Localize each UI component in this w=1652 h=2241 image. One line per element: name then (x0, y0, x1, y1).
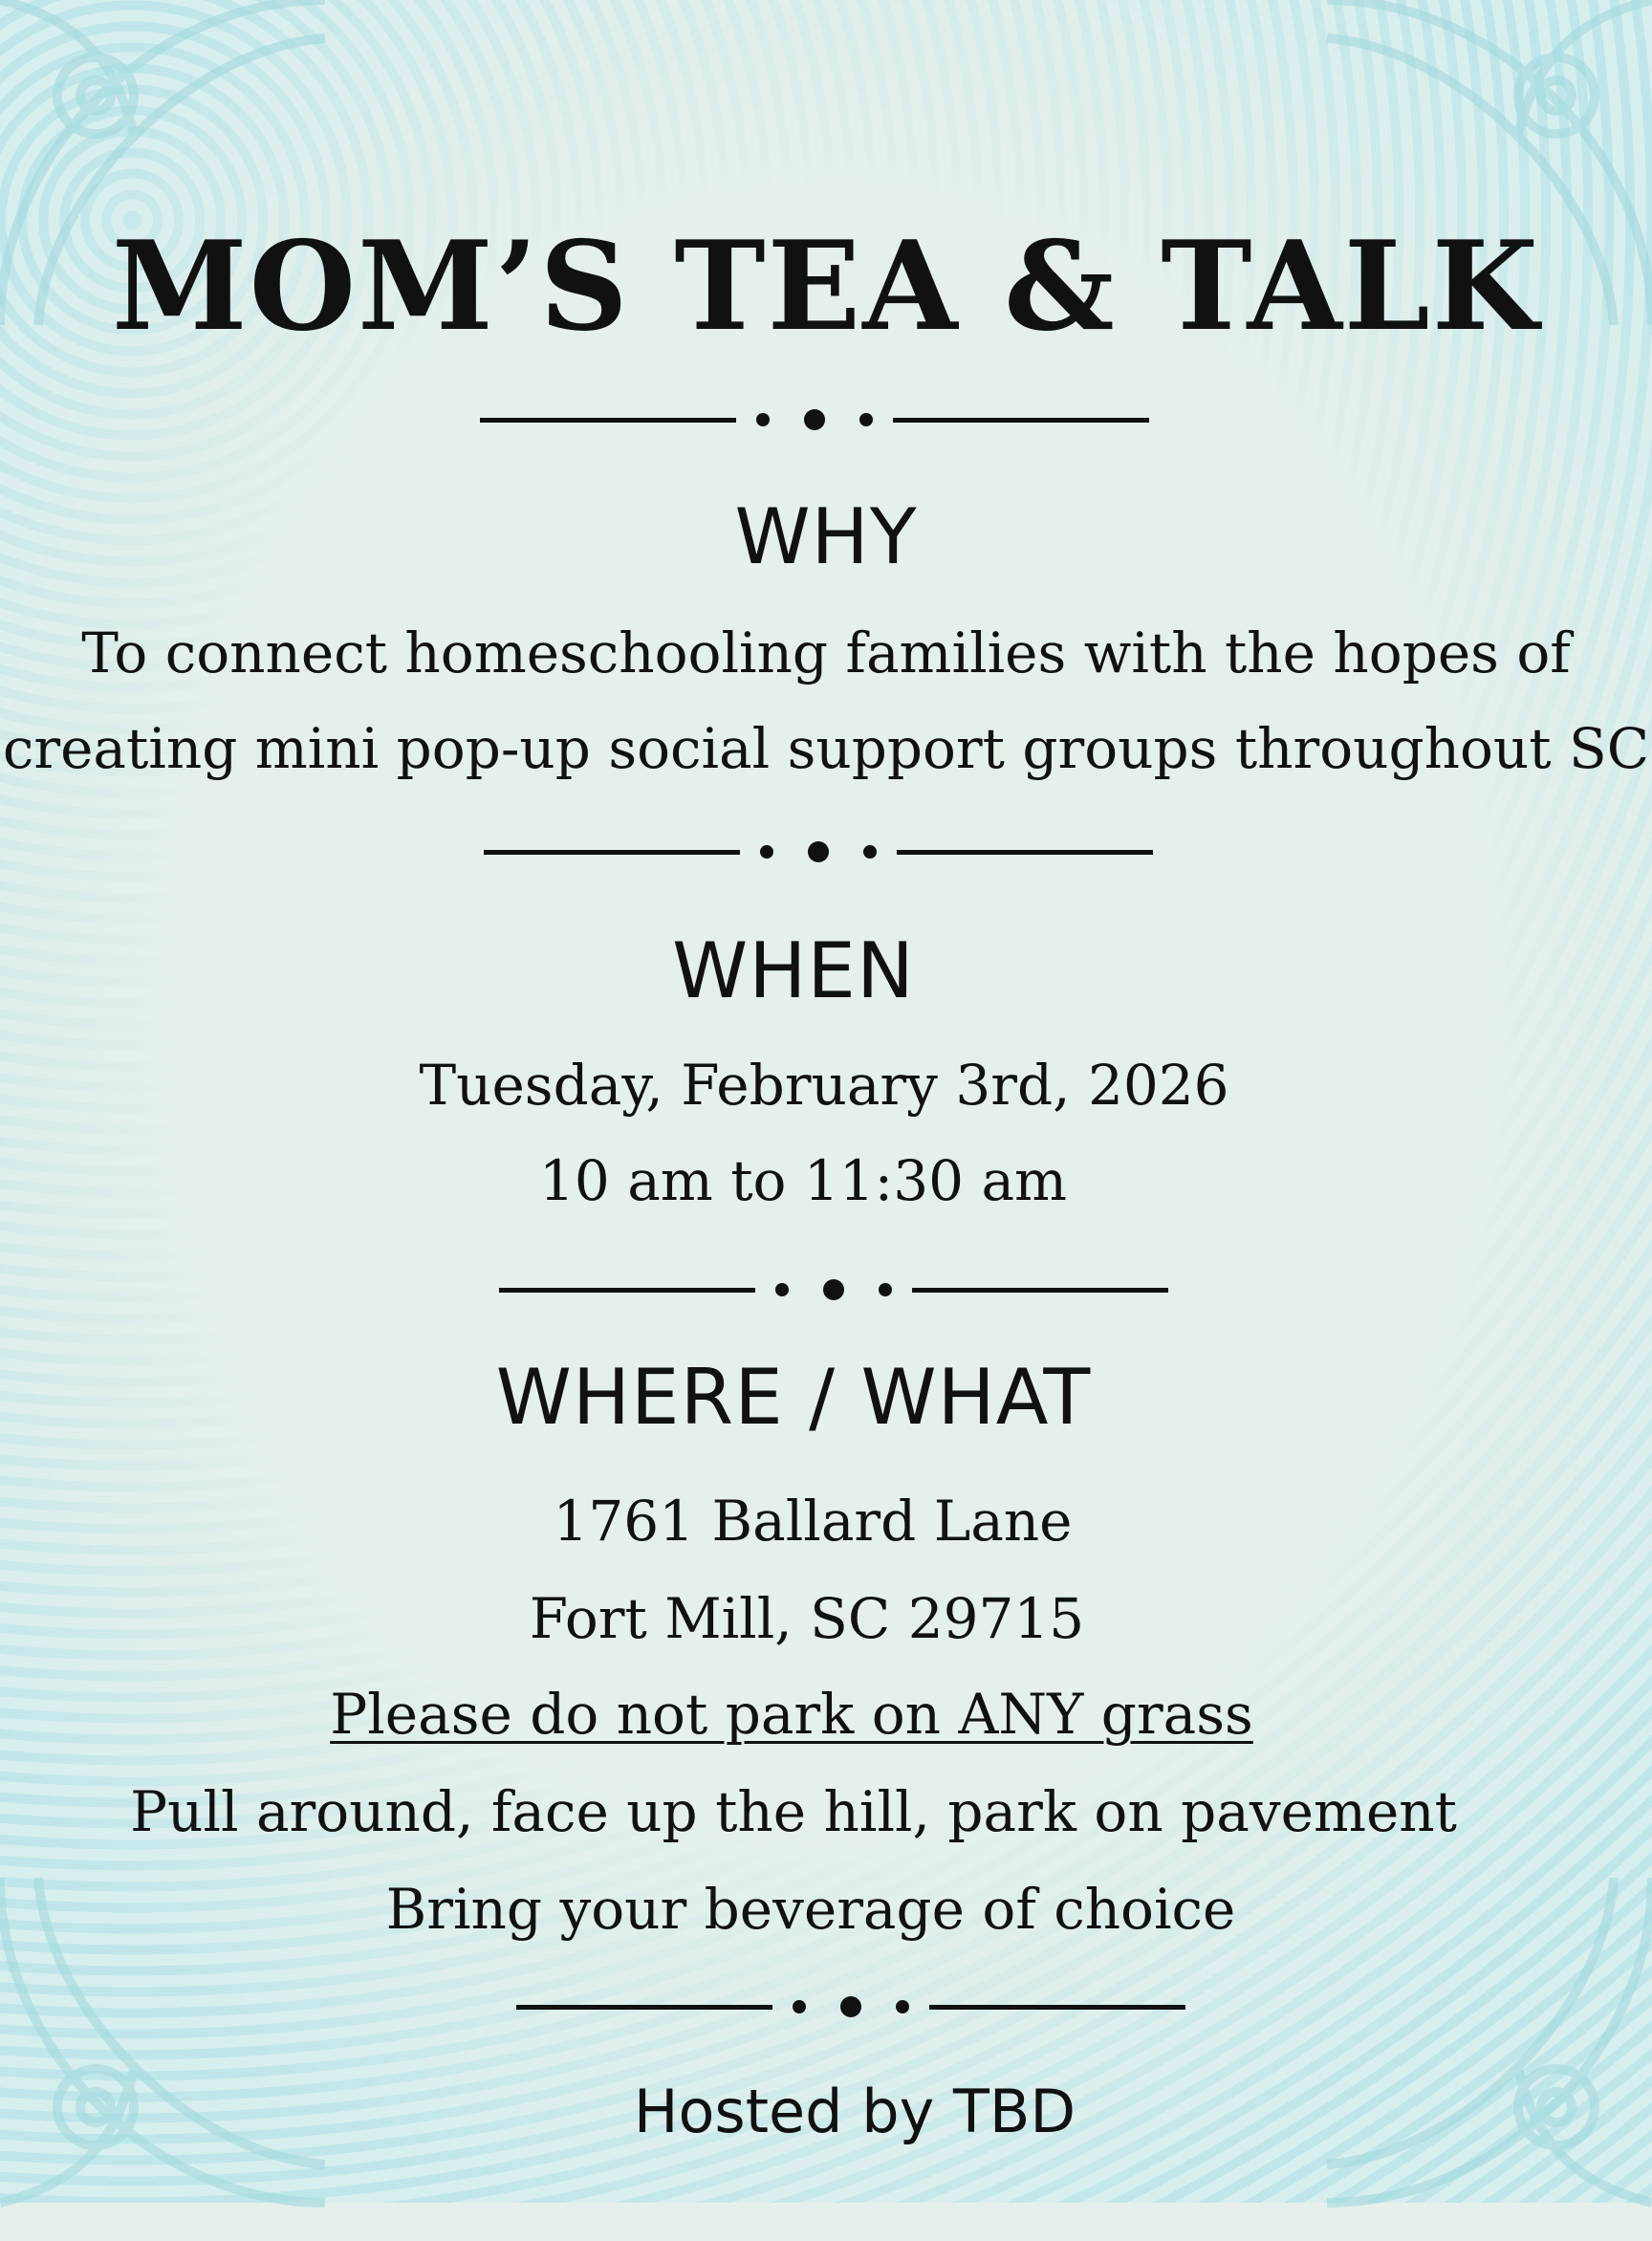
bring-beverage: Bring your beverage of choice (385, 1877, 1236, 1942)
why-text-line-1: To connect homeschooling families with the hopes of (81, 620, 1571, 685)
address-street: 1761 Ballard Lane (553, 1489, 1073, 1554)
parking-warning-row (0, 1682, 1618, 1747)
parking-warning: Please do not park on ANY grass (330, 1682, 1253, 1747)
host-line: Hosted by TBD (633, 2077, 1076, 2146)
address-city: Fort Mill, SC 29715 (529, 1586, 1085, 1651)
divider-ornament-icon (499, 1275, 1168, 1304)
divider-ornament-icon (480, 405, 1149, 434)
parking-instructions: Pull around, face up the hill, park on pavement (130, 1779, 1457, 1844)
event-time: 10 am to 11:30 am (538, 1148, 1068, 1213)
page-title: MOM’S TEA & TALK (111, 215, 1541, 359)
divider-ornament-icon (484, 838, 1153, 866)
why-text-line-2: creating mini pop-up social support groups throughout SC (2, 716, 1650, 781)
event-date: Tuesday, February 3rd, 2026 (419, 1053, 1229, 1118)
divider-ornament-icon (516, 1992, 1185, 2021)
why-heading: WHY (734, 492, 918, 581)
where-what-heading: WHERE / WHAT (495, 1353, 1092, 1442)
when-heading: WHEN (672, 926, 915, 1015)
